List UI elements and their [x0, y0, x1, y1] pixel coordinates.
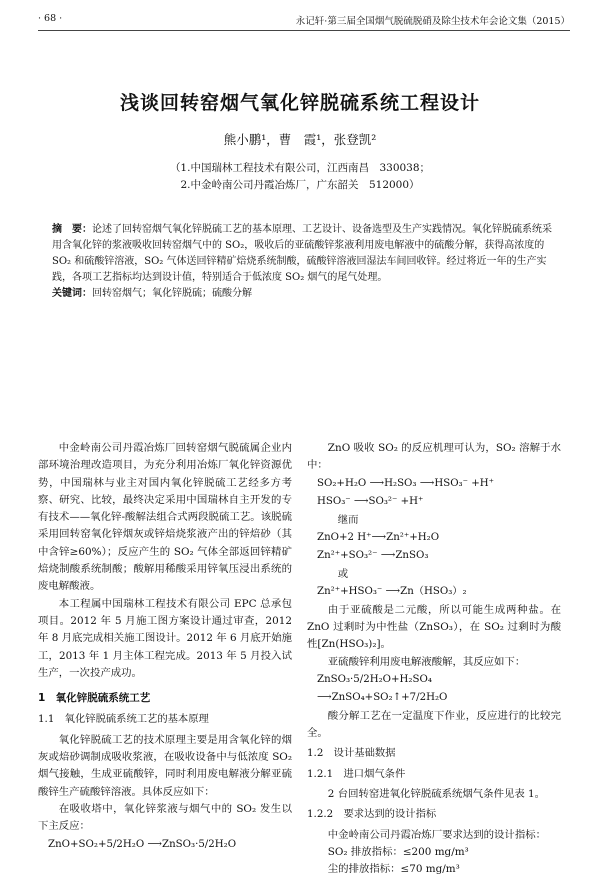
- keywords-text: 回转窑烟气；氧化锌脱硫；硫酸分解: [92, 288, 252, 299]
- intro-paragraph-2: 本工程属中国瑞林工程技术有限公司 EPC 总承包项目。2012 年 5 月施工图方案设计通过审查，2012 年 8 月底完成相关施工图设计。2012 年 6 月底开始施工，2013 年 1 月主体工程完成。2013 年 5 月投入试生产，一次投产成功。: [38, 597, 292, 679]
- connector-text: 或: [337, 567, 349, 580]
- left-column: [38, 440, 292, 854]
- subsection-heading-1-2-2: 1.2.2 要求达到的设计指标: [307, 808, 437, 821]
- spec-dust: 尘的排放指标：≤70 mg/m³: [327, 863, 460, 876]
- running-header: [38, 8, 570, 31]
- equation: SO₂+H₂O ⟶H₂SO₃ ⟶HSO₃⁻ +H⁺: [317, 477, 495, 489]
- equation: HSO₃⁻ ⟶SO₃²⁻ +H⁺: [317, 496, 424, 508]
- keywords-label: 关键词：: [52, 288, 92, 299]
- inlet-conditions-paragraph: 2 台回转窑进氧化锌脱硫系统烟气条件见表 1。: [327, 788, 546, 801]
- abstract-text: 论述了回转窑烟气氧化锌脱硫工艺的基本原理、工艺设计、设备选型及生产实践情况。氧化锌脱硫系统采用含氧化锌的浆液吸收回转窑烟气中的 SO₂，吸收后的亚硫酸锌浆液利用废电解液中的硫酸分解，获得高浓度的 SO₂ 和硫酸锌溶液，SO₂ 气体送回锌精矿焙烧系统制酸，硫酸锌溶液回湿法车间回收锌。经过将近一年的生产实践，各项工艺指标均达到设计值，特别适合于低浓度 SO₂ 烟气的尾气处理。: [52, 224, 552, 283]
- affiliations: [0, 160, 600, 194]
- mechanism-paragraph: ZnO 吸收 SO₂ 的反应机理可认为，SO₂ 溶解于水中：: [307, 442, 561, 472]
- salts-paragraph: 由于亚硫酸是二元酸，所以可能生成两种盐。在 ZnO 过剩时为中性盐（ZnSO₃），在 SO₂ 过剩时为酸性[Zn(HSO₃)₂]。: [307, 603, 561, 651]
- affiliation-2: 2.中金岭南公司丹霞冶炼厂，广东韶关 512000）: [180, 179, 420, 191]
- abstract: [52, 222, 552, 302]
- subsection-heading-1-2-1: 1.2.1 进口烟气条件: [307, 767, 406, 780]
- design-targets-paragraph: 中金岭南公司丹霞冶炼厂要求达到的设计指标：: [327, 828, 546, 841]
- acid-decomposition-paragraph: 亚硫酸锌利用废电解液酸解，其反应如下：: [327, 655, 526, 668]
- connector-text: 继而: [337, 513, 359, 526]
- equation: Zn²⁺+HSO₃⁻ ⟶Zn（HSO₃）₂: [317, 586, 467, 598]
- paper-title: 浅谈回转窑烟气氧化锌脱硫系统工程设计: [119, 92, 480, 114]
- equation: ZnSO₃·5/2H₂O+H₂SO₄ ⟶ZnSO₄+SO₂↑+7/2H₂O: [317, 673, 448, 704]
- section-heading-1: 1 氧化锌脱硫系统工艺: [38, 692, 151, 705]
- affiliation-1: （1.中国瑞林工程技术有限公司，江西南昌 330038；: [169, 162, 431, 174]
- abstract-label: 摘 要：: [52, 224, 92, 235]
- author-list: 熊小鹏¹，曹 霞¹，张登凯²: [223, 132, 377, 147]
- process-note-paragraph: 酸分解工艺在一定温度下作业，反应进行的比较完全。: [307, 709, 561, 740]
- right-column: [307, 440, 561, 879]
- spec-so2: SO₂ 排放指标：≤200 mg/m³: [327, 845, 469, 858]
- intro-paragraph-1: 中金岭南公司丹霞冶炼厂回转窑烟气脱硫属企业内部环境治理改造项目，为充分利用冶炼厂氧化锌资源优势，中国瑞林与业主对国内氧化锌脱硫工艺经多方考察、研究、比较，最终决定采用中国瑞林自主开发的专有技术——氧化锌-酸解法组合式两段脱硫工艺。该脱硫采用回转窑氧化锌烟灰或锌焙烧浆液产出的锌焙砂（其中含锌≥60%）；反应产生的 SO₂ 气体全部返回锌精矿焙烧制酸系统制酸；酸解用稀酸采用锌氧压浸出系统的废电解酸液。: [38, 442, 292, 593]
- equation: ZnO+2 H⁺⟶Zn²⁺+H₂O: [317, 531, 440, 543]
- page-number: · 68 ·: [38, 13, 63, 24]
- paragraph-1-1b: 在吸收塔中，氧化锌浆液与烟气中的 SO₂ 发生以下主反应：: [38, 802, 292, 833]
- running-title: 永记轩·第三届全国烟气脱硫脱硝及除尘技术年会论文集（2015）: [295, 16, 570, 27]
- equation: ZnO+SO₂+5/2H₂O ⟶ZnSO₃·5/2H₂O: [48, 838, 237, 850]
- paragraph-1-1: 氧化锌脱硫工艺的技术原理主要是用含氧化锌的烟灰或焙砂调制成吸收浆液，在吸收设备中与低浓度 SO₂ 烟气接触，生成亚硫酸锌，同时利用废电解液分解亚硫酸锌生产硫酸锌溶液。具体反应如下：: [38, 733, 292, 798]
- subsection-heading-1-2: 1.2 设计基础数据: [307, 747, 396, 760]
- subsection-heading-1-1: 1.1 氧化锌脱硫系统工艺的基本原理: [38, 713, 209, 726]
- equation: Zn²⁺+SO₃²⁻ ⟶ZnSO₃: [317, 550, 429, 562]
